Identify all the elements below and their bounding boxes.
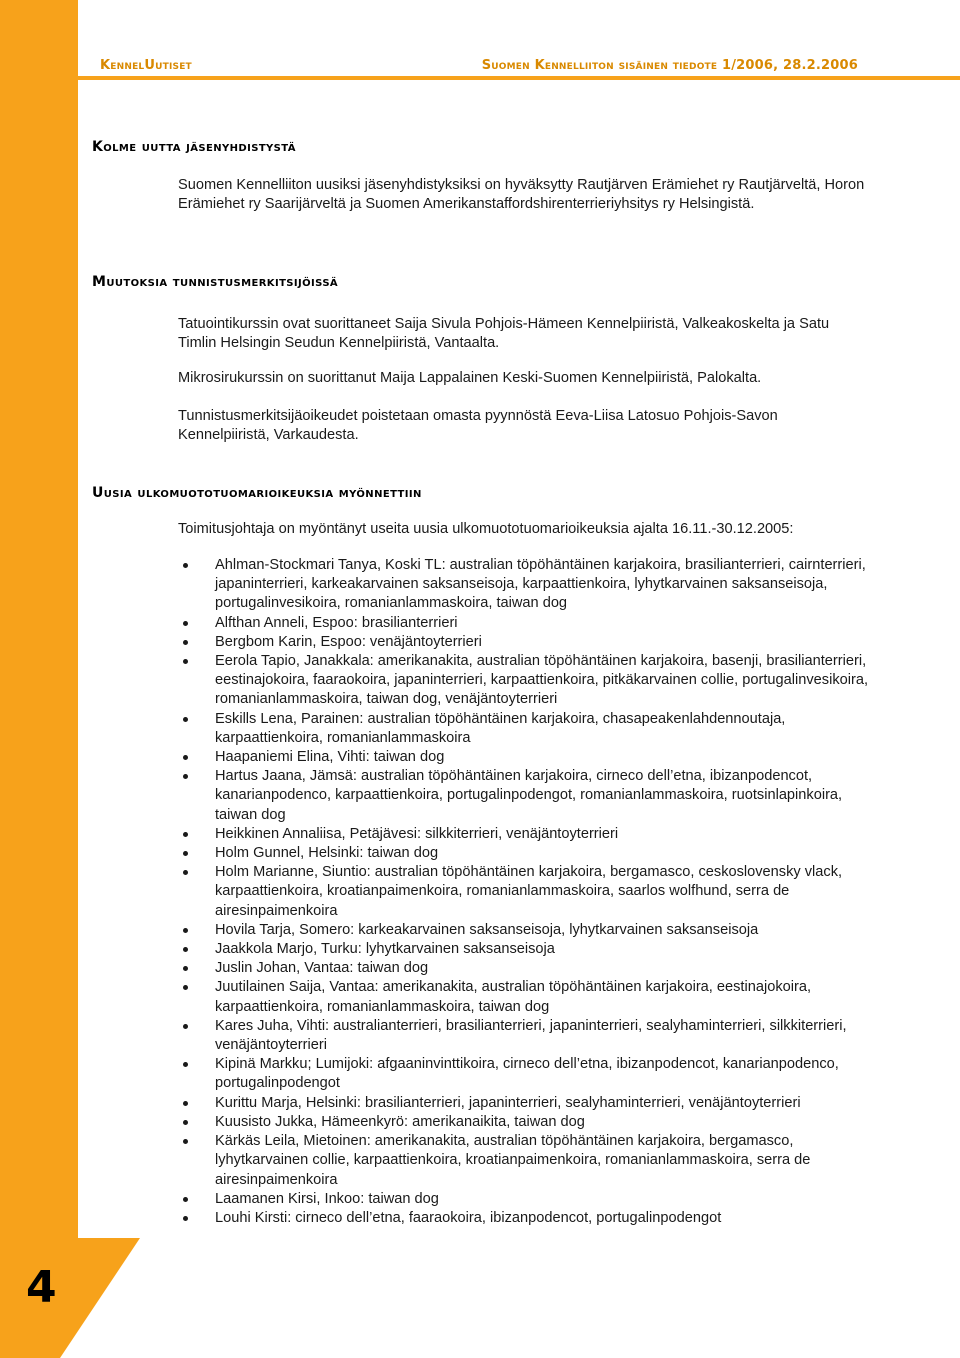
bullet-icon xyxy=(183,985,188,990)
list-item xyxy=(178,978,868,1016)
list-item xyxy=(178,844,868,863)
bullet-icon xyxy=(183,1024,188,1029)
list-item xyxy=(178,614,868,633)
bullet-icon xyxy=(183,947,188,952)
paragraph-new-members: Suomen Kennelliiton uusiksi jäsenyhdistyksiksi on hyväksytty Rautjärven Erämiehet ry Rautjärveltä, Horon Erämiehet ry Saarijärveltä ja Suomen Amerikanstaffordshirenterrieriyhsitys ry Helsingistä. xyxy=(178,177,865,212)
bullet-icon xyxy=(183,870,188,875)
list-item-text: Juutilainen Saija, Vantaa: amerikanakita, australian töpöhäntäinen karjakoira, eestinajokoira, karpaattienkoira, romanianlammaskoira, taiwan dog xyxy=(215,979,812,1015)
paragraph-rights-removed: Tunnistusmerkitsijäoikeudet poistetaan omasta pyynnöstä Eeva-Liisa Latosuo Pohjois-Savon Kennelpiiristä, Varkaudesta. xyxy=(178,408,778,443)
list-item xyxy=(178,1209,868,1228)
list-item-text: Kares Juha, Vihti: australianterrieri, brasilianterrieri, japaninterrieri, sealyhaminterrieri, silkkiterrieri, venäjäntoyterrieri xyxy=(215,1017,847,1054)
list-item xyxy=(178,556,868,614)
list-item-text: Juslin Johan, Vantaa: taiwan dog xyxy=(215,960,429,977)
judge-list xyxy=(178,556,868,1228)
list-item-text: Kärkäs Leila, Mietoinen: amerikanakita, australian töpöhäntäinen karjakoira, bergamasco, lyhytkarvainen collie, karpaattienkoira, kroatianpaimenkoira, romanianlammaskoira, serra de airesinpaimenkoira xyxy=(215,1133,811,1188)
bullet-icon xyxy=(183,640,188,645)
list-item xyxy=(178,1113,868,1132)
header-publication: KennelUutiset xyxy=(100,58,192,73)
list-item xyxy=(178,959,868,978)
list-item-text: Holm Marianne, Siuntio: australian töpöhäntäinen karjakoira, bergamasco, ceskoslovensky vlack, karpaattienkoira, kroatianpaimenkoira, romanianlammaskoira, saarlos wolfhund, serra de airesinpaimenkoira xyxy=(215,864,843,919)
bullet-icon xyxy=(183,928,188,933)
list-item-text: Ahlman-Stockmari Tanya, Koski TL: australian töpöhäntäinen karjakoira, brasilianterrieri, cairnterrieri, japaninterrieri, karkeakarvainen saksanseisoja, karpaattienkoira, lyhytkarvainen saksanseisoja, portugalinvesikoira, romanianlammaskoira, taiwan dog xyxy=(215,557,866,612)
header-rule xyxy=(0,76,960,80)
bullet-icon xyxy=(183,1120,188,1125)
list-item-text: Bergbom Karin, Espoo: venäjäntoyterrieri xyxy=(215,633,482,650)
bullet-icon xyxy=(183,832,188,837)
list-item xyxy=(178,1055,868,1093)
side-stripe xyxy=(0,0,78,1240)
list-item-text: Kuusisto Jukka, Hämeenkyrö: amerikanaikita, taiwan dog xyxy=(215,1113,585,1130)
list-item xyxy=(178,1132,868,1190)
bullet-icon xyxy=(183,1139,188,1144)
list-item-text: Louhi Kirsti: cirneco dell’etna, faaraokoira, ibizanpodencot, portugalinpodengot xyxy=(215,1209,722,1226)
list-item xyxy=(178,1190,868,1209)
list-item-text: Laamanen Kirsi, Inkoo: taiwan dog xyxy=(215,1190,439,1207)
bullet-icon xyxy=(183,1062,188,1067)
list-item-text: Eskills Lena, Parainen: australian töpöhäntäinen karjakoira, chasapeakenlahdennoutaja, karpaattienkoira, romanianlammaskoira xyxy=(215,710,786,746)
bullet-icon xyxy=(183,563,188,568)
page-number: 4 xyxy=(26,1262,57,1313)
paragraph-microchip-course: Mikrosirukurssin on suorittanut Maija Lappalainen Keski-Suomen Kennelpiiristä, Palokalta. xyxy=(178,370,762,386)
section-heading-new-members: Kolme uutta jäsenyhdistystä xyxy=(92,139,296,155)
list-item-text: Haapaniemi Elina, Vihti: taiwan dog xyxy=(215,749,445,766)
header-issue: Suomen Kennelliiton sisäinen tiedote 1/2006, 28.2.2006 xyxy=(481,58,858,73)
list-item xyxy=(178,940,868,959)
stripe-tip-shape xyxy=(0,1238,140,1358)
list-item xyxy=(178,1017,868,1055)
bullet-icon xyxy=(183,1101,188,1106)
bullet-icon xyxy=(183,774,188,779)
list-item-text: Kipinä Markku; Lumijoki: afgaaninvinttikoira, cirneco dell’etna, ibizanpodencot, kanarianpodenco, portugalinpodengot xyxy=(215,1056,839,1092)
paragraph-tattoo-course: Tatuointikurssin ovat suorittaneet Saija Sivula Pohjois-Hämeen Kennelpiiristä, Valkeakoskelta ja Satu Timlin Helsingin Seudun Kennelpiiristä, Vantaalta. xyxy=(178,316,830,351)
bullet-icon xyxy=(183,851,188,856)
bullet-icon xyxy=(183,659,188,664)
bullet-icon xyxy=(183,966,188,971)
list-item xyxy=(178,710,868,748)
list-item xyxy=(178,921,868,940)
list-item xyxy=(178,652,868,710)
list-item-text: Eerola Tapio, Janakkala: amerikanakita, australian töpöhäntäinen karjakoira, basenji, brasilianterrieri, eestinajokoira, faaraokoira, japaninterrieri, karpaattienkoira, pitkäkarvainen collie, portugalinvesikoira, romanianlammaskoira, taiwan dog, venäjäntoyterrieri xyxy=(215,653,869,708)
list-item-text: Jaakkola Marjo, Turku: lyhytkarvainen saksanseisoja xyxy=(215,941,555,958)
list-item xyxy=(178,748,868,767)
bullet-icon xyxy=(183,755,188,760)
section-heading-judge-rights: Uusia ulkomuototuomarioikeuksia myönnettiin xyxy=(92,485,422,501)
list-item xyxy=(178,825,868,844)
list-item xyxy=(178,633,868,652)
list-item-text: Holm Gunnel, Helsinki: taiwan dog xyxy=(215,845,439,862)
list-item-text: Alfthan Anneli, Espoo: brasilianterrieri xyxy=(215,614,458,631)
bullet-icon xyxy=(183,621,188,626)
side-stripe-tip xyxy=(0,1238,140,1358)
bullet-icon xyxy=(183,1216,188,1221)
bullet-icon xyxy=(183,1197,188,1202)
list-item xyxy=(178,767,868,825)
list-item-text: Hartus Jaana, Jämsä: australian töpöhäntäinen karjakoira, cirneco dell’etna, ibizanpodencot, kanarianpodenco, karpaattienkoira, portugalinpodengot, romanianlammaskoira, ruotsinlapinkoira, taiwan dog xyxy=(215,768,843,823)
list-item-text: Hovila Tarja, Somero: karkeakarvainen saksanseisoja, lyhytkarvainen saksanseisoja xyxy=(215,921,759,938)
bullet-icon xyxy=(183,717,188,722)
list-item xyxy=(178,1094,868,1113)
list-item xyxy=(178,863,868,921)
paragraph-judge-intro: Toimitusjohtaja on myöntänyt useita uusia ulkomuototuomarioikeuksia ajalta 16.11.-30.12.2005: xyxy=(178,521,794,537)
list-item-text: Heikkinen Annaliisa, Petäjävesi: silkkiterrieri, venäjäntoyterrieri xyxy=(215,825,619,842)
section-heading-id-markers: Muutoksia tunnistusmerkitsijöissä xyxy=(92,274,339,290)
list-item-text: Kurittu Marja, Helsinki: brasilianterrieri, japaninterrieri, sealyhaminterrieri, venäjäntoyterrieri xyxy=(215,1094,801,1111)
